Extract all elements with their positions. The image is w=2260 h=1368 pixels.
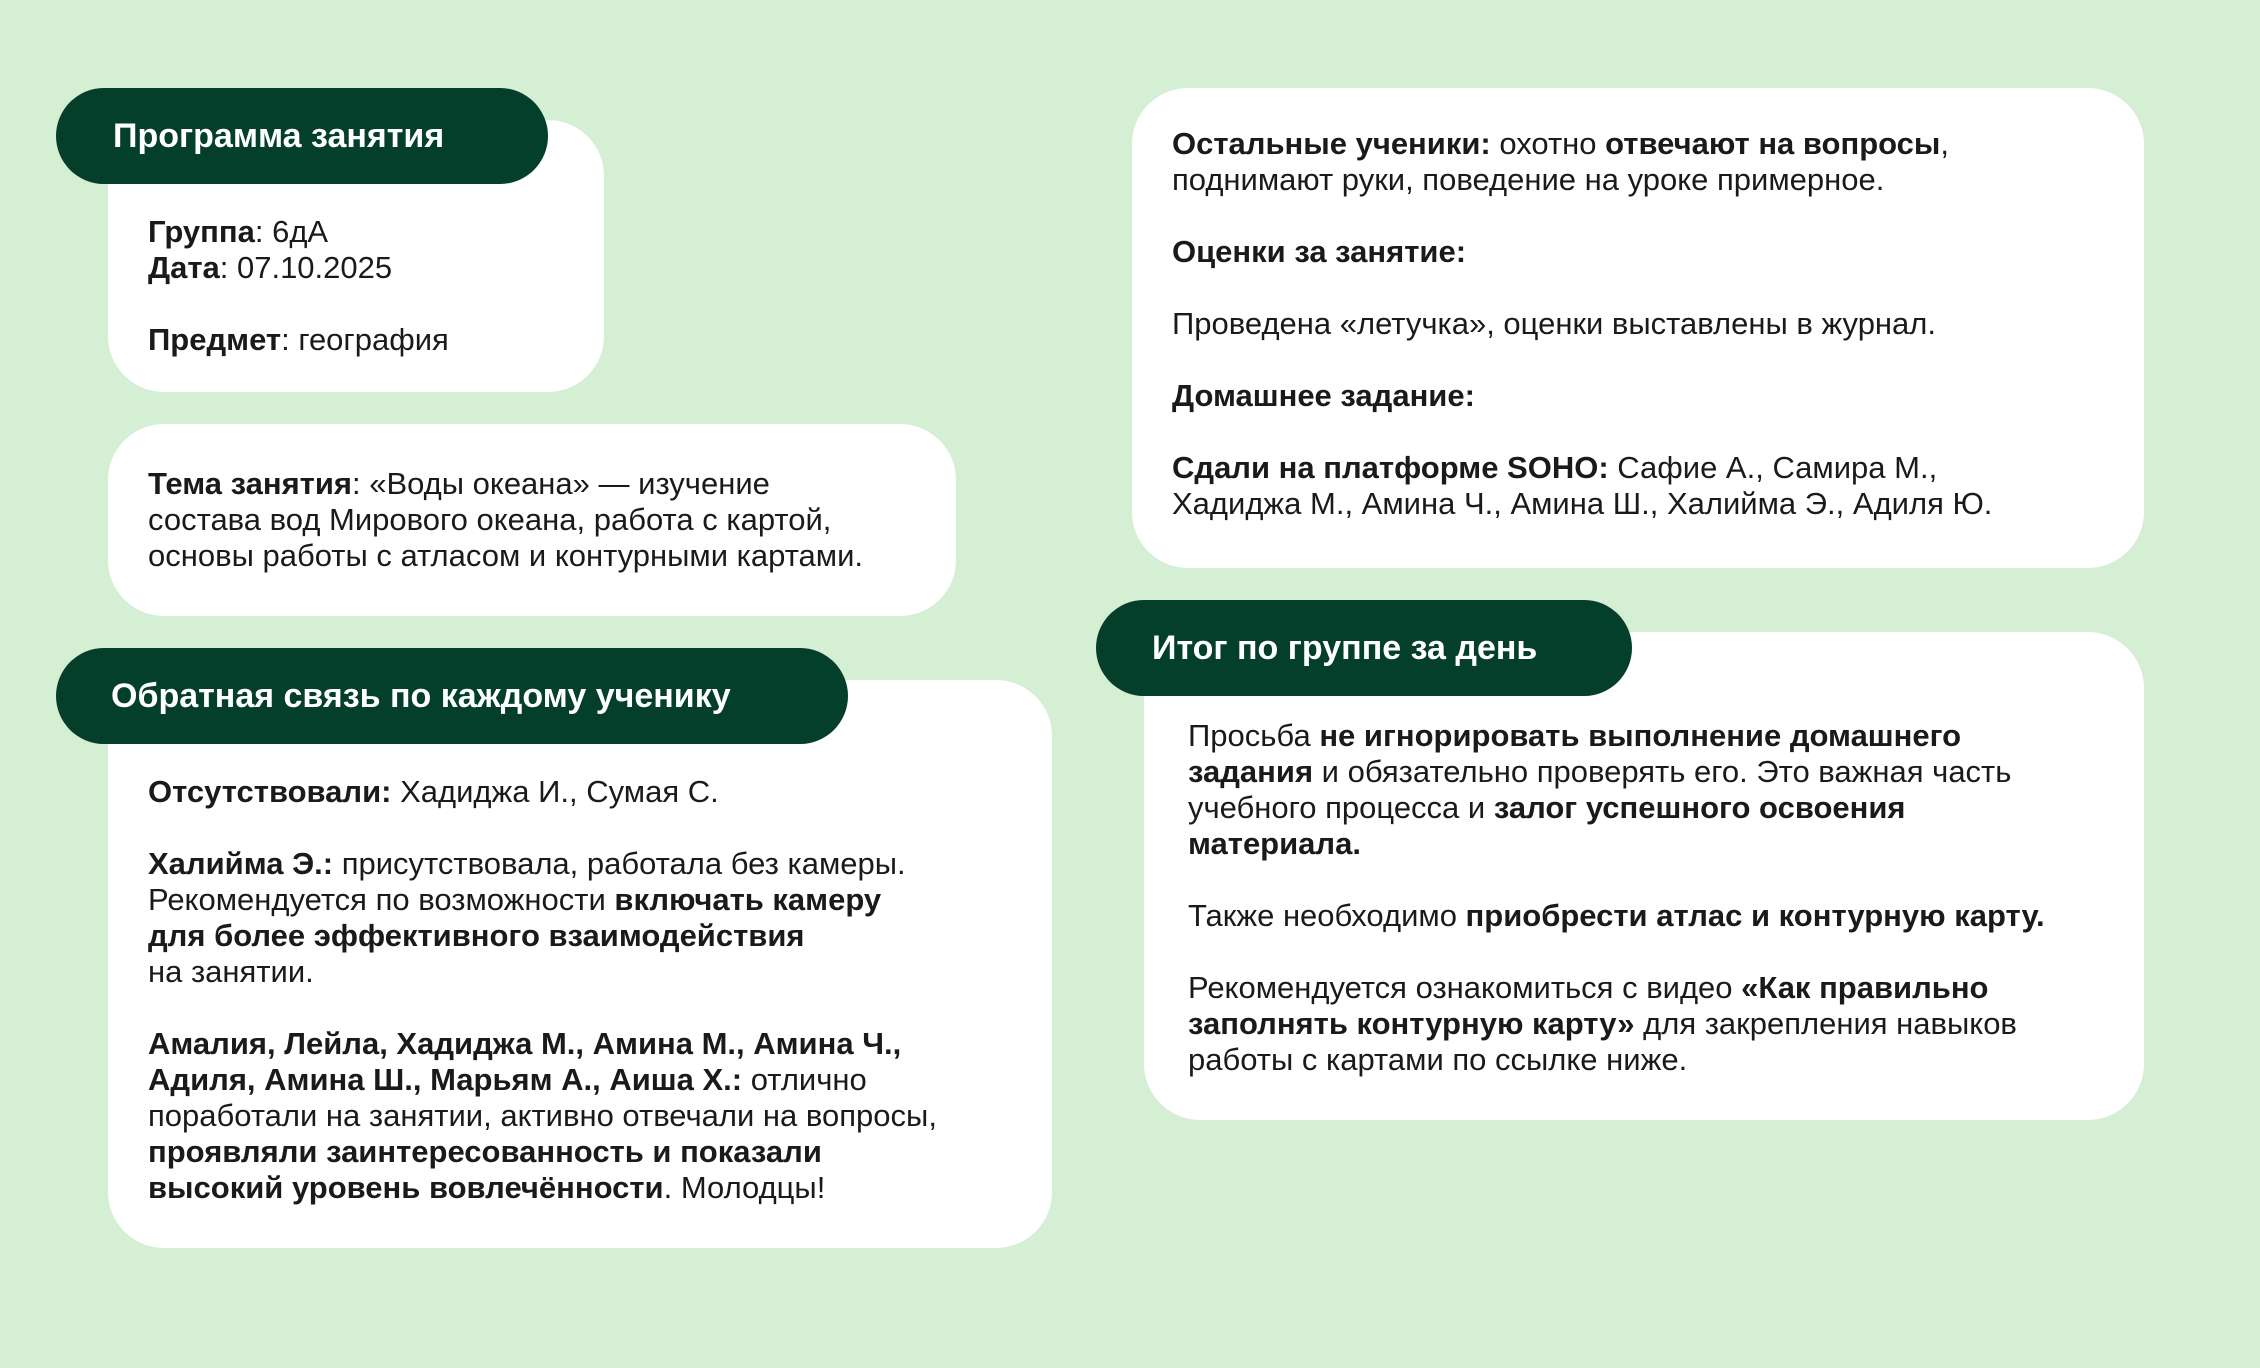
soho-label: Сдали на платформе SOHO: (1172, 450, 1609, 485)
feedback-card (108, 680, 1052, 1248)
summary-p1-bold-2: задания (1188, 754, 1314, 789)
subject-value: : география (281, 322, 449, 357)
group-bold-4: проявляли заинтересованность и показали (148, 1134, 822, 1169)
summary-heading-text: Итог по группе за день (1152, 628, 1538, 667)
date-label: Дата (148, 250, 220, 285)
group-label: Группа (148, 214, 255, 249)
khalima-label: Халийма Э.: (148, 846, 334, 881)
soho-text-1: Сафие А., Самира М., (1608, 450, 1938, 485)
khalima-bold-3: для более эффективного взаимодействия (148, 918, 805, 953)
group-names-1: Амалия, Лейла, Хадиджа М., Амина М., Амина Ч., (148, 1026, 902, 1061)
others-text (1172, 126, 1992, 522)
topic-line-2: состава вод Мирового океана, работа с картой, (148, 502, 832, 537)
program-heading (56, 88, 548, 184)
summary-p1-text-2: и обязательно проверять его. Это важная часть (1313, 754, 2012, 789)
topic-text (148, 466, 863, 574)
date-row (148, 250, 449, 286)
summary-text (1188, 718, 2045, 1078)
absent-value: Хадиджа И., Сумая С. (391, 774, 719, 809)
others-text-1: охотно (1490, 126, 1606, 161)
summary-p3-text-3: работы с картами по ссылке ниже. (1188, 1042, 1688, 1077)
summary-p2-text: Также необходимо (1188, 898, 1466, 933)
topic-line-3: основы работы с атласом и контурными картами. (148, 538, 864, 573)
group-value: : 6дА (254, 214, 329, 249)
summary-p3-text-1: Рекомендуется ознакомиться с видео (1188, 970, 1742, 1005)
khalima-text-2: Рекомендуется по возможности (148, 882, 615, 917)
group-bold-5: высокий уровень вовлечённости (148, 1170, 664, 1205)
summary-p1-bold-3: залог успешного освоения (1493, 790, 1906, 825)
group-text-3: поработали на занятии, активно отвечали на вопросы, (148, 1098, 937, 1133)
absent-label: Отсутствовали: (148, 774, 392, 809)
summary-p1-text-3: учебного процесса и (1188, 790, 1494, 825)
group-text-5: . Молодцы! (663, 1170, 826, 1205)
others-text-2: поднимают руки, поведение на уроке примерное. (1172, 162, 1885, 197)
khalima-bold-2: включать камеру (614, 882, 882, 917)
others-label: Остальные ученики: (1172, 126, 1491, 161)
summary-heading (1096, 600, 1632, 696)
homework-heading: Домашнее задание: (1172, 378, 1475, 413)
program-details (148, 214, 449, 358)
group-names-2: Адиля, Амина Ш., Марьям А., Аиша Х.: (148, 1062, 743, 1097)
summary-card (1144, 632, 2144, 1120)
topic-line-1: : «Воды океана» — изучение (351, 466, 770, 501)
feedback-text (148, 774, 937, 1206)
khalima-text-4: на занятии. (148, 954, 314, 989)
summary-p3-bold-1: «Как правильно (1741, 970, 1989, 1005)
khalima-text-1: присутствовала, работала без камеры. (333, 846, 906, 881)
summary-p2-bold: приобрести атлас и контурную карту. (1465, 898, 2045, 933)
summary-p1-bold-4: материала. (1188, 826, 1361, 861)
absent-row (148, 774, 937, 810)
summary-p3-bold-2: заполнять контурную карту» (1188, 1006, 1635, 1041)
feedback-heading (56, 648, 848, 744)
soho-text-2: Хадиджа М., Амина Ч., Амина Ш., Халийма Э., Адиля Ю. (1172, 486, 1993, 521)
topic-card (108, 424, 956, 616)
summary-p1-bold-1: не игнорировать выполнение домашнего (1319, 718, 1962, 753)
grades-heading: Оценки за занятие: (1172, 234, 1467, 269)
summary-p1-text-1: Просьба (1188, 718, 1320, 753)
others-card (1132, 88, 2144, 568)
feedback-heading-text: Обратная связь по каждому ученику (111, 676, 731, 715)
subject-label: Предмет (148, 322, 282, 357)
subject-row (148, 322, 449, 358)
group-text-2: отлично (742, 1062, 867, 1097)
group-row (148, 214, 449, 250)
summary-p3-text-2: для закрепления навыков (1634, 1006, 2017, 1041)
date-value: : 07.10.2025 (219, 250, 393, 285)
grades-text: Проведена «летучка», оценки выставлены в журнал. (1172, 306, 1936, 341)
program-heading-text: Программа занятия (113, 116, 445, 155)
others-bold-1: отвечают на вопросы (1605, 126, 1941, 161)
others-text-1-end: , (1940, 126, 1950, 161)
topic-label: Тема занятия (148, 466, 352, 501)
